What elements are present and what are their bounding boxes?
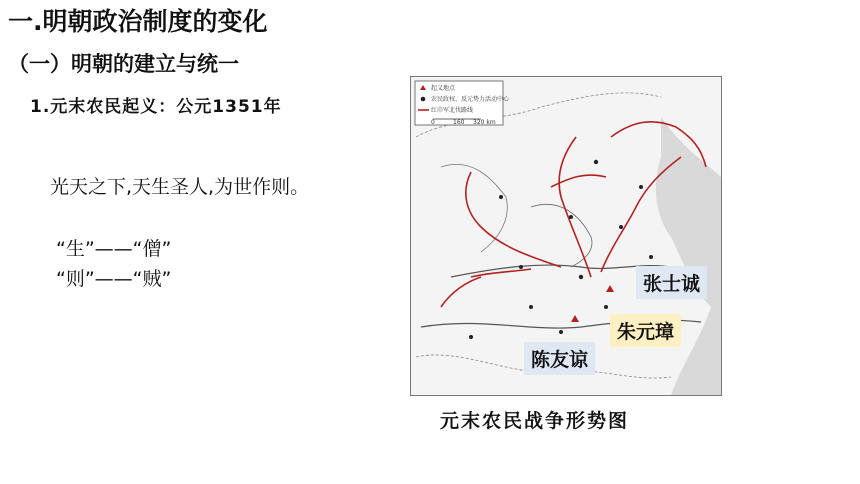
section-subtitle: （一）明朝的建立与统一	[8, 52, 239, 76]
label-zhu-yuanzhang: 朱元璋	[610, 314, 681, 347]
scale-0: 0	[431, 119, 435, 126]
river-bend	[531, 204, 592, 267]
sea-area	[656, 117, 721, 395]
legend-item-uprising: 起义地点	[431, 85, 456, 92]
city-markers	[469, 160, 653, 339]
river-west	[441, 164, 507, 252]
label-chen-youliang: 陈友谅	[524, 342, 595, 375]
route-3	[466, 172, 561, 267]
point-heading: 1.元末农民起义：公元1351年	[30, 97, 282, 117]
scale-160: 160	[453, 119, 465, 126]
legend-item-routes: 红巾军北伐路线	[431, 107, 474, 114]
route-6	[441, 277, 481, 307]
homophone-pair-1: “生”——“僧”	[56, 238, 172, 260]
slide-title: 一.明朝政治制度的变化	[8, 7, 268, 36]
route-5	[471, 269, 531, 277]
quote-text: 光天之下,天生圣人,为世作则。	[50, 176, 310, 198]
homophone-pair-2: “则”——“贼”	[56, 268, 172, 290]
label-zhang-shicheng: 张士诚	[636, 266, 707, 299]
map-caption: 元末农民战争形势图	[440, 410, 630, 432]
legend-item-centers: 农民政权、反元势力活动中心	[431, 96, 510, 103]
scale-320: 320 km	[473, 119, 496, 126]
